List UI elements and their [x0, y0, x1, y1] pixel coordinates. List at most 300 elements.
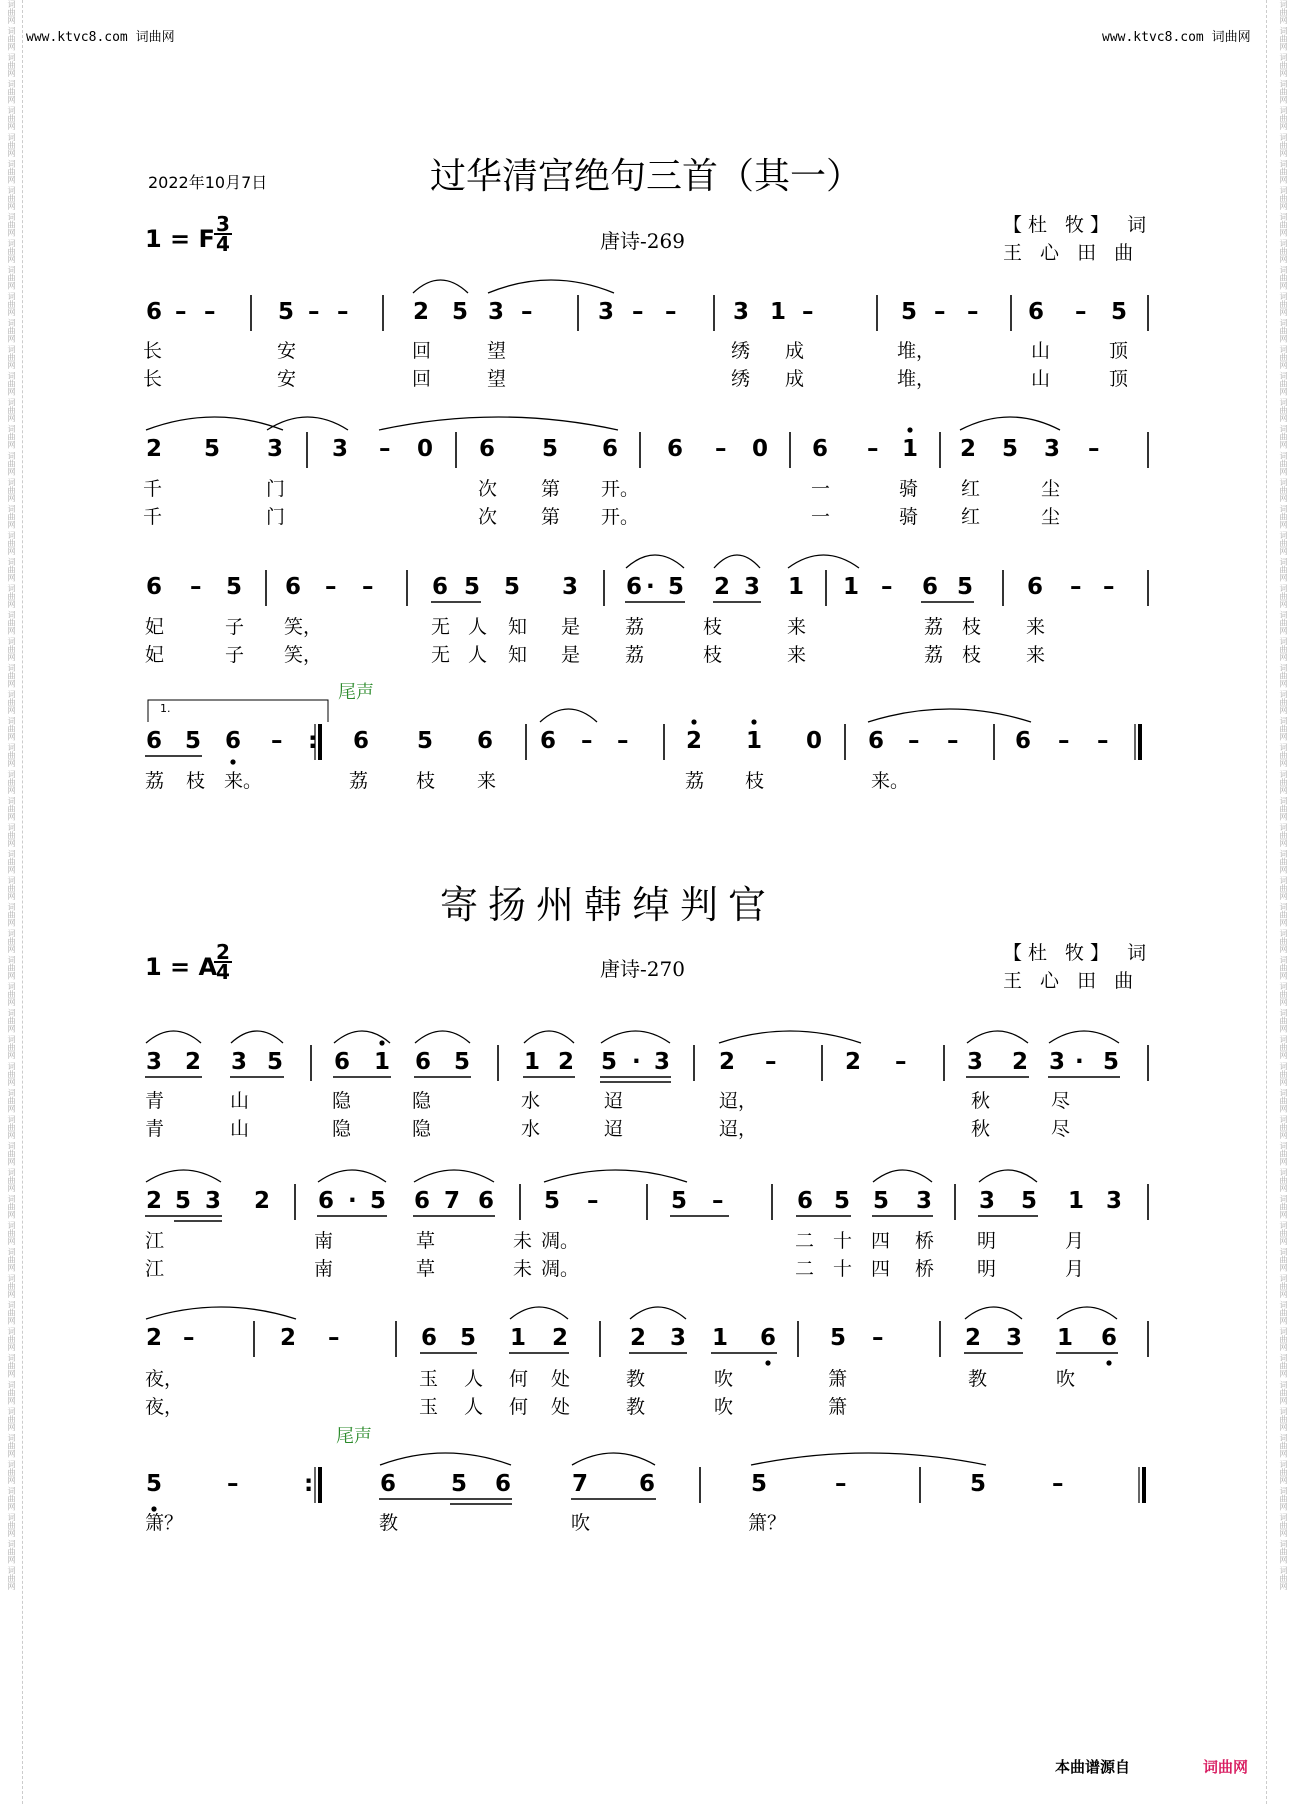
song1-note: 5 — [1002, 436, 1019, 462]
song2-note: – — [712, 1188, 724, 1214]
song2-lyric-verse2: 隐 — [412, 1118, 432, 1140]
song1-lyric-verse1: 枝 — [703, 616, 723, 638]
song1-note: 6 — [1027, 574, 1044, 600]
song2-note: 6 — [478, 1188, 495, 1214]
song2-note: 5 — [267, 1049, 284, 1075]
song1-note: 6 — [477, 728, 494, 754]
song2-note: 3 — [231, 1049, 248, 1075]
header-right-brand: 词曲网 — [1211, 30, 1251, 45]
song2-note: 1 — [510, 1325, 527, 1351]
song1-note: 6 — [353, 728, 370, 754]
song2-note: 6 — [421, 1325, 438, 1351]
song1-lyric-verse1: 绣 — [731, 340, 751, 362]
song2-lyric-verse1: 青 — [145, 1090, 165, 1112]
song2-lyric-verse2: 教 — [626, 1396, 646, 1418]
song1-note: 5 — [504, 574, 521, 600]
song1-lyric-verse1: 枝 — [745, 770, 765, 792]
song1-lyric-verse1: 第 — [541, 478, 561, 500]
slur — [868, 709, 1031, 722]
song1-lyric-verse1: 来。 — [224, 770, 263, 792]
song1-note: 3 — [488, 299, 505, 325]
song1-lyric-verse1: 尘 — [1041, 478, 1061, 500]
song1-note: 5 — [185, 728, 202, 754]
octave-dot — [691, 719, 696, 724]
song2-note: 3 — [205, 1188, 222, 1214]
song1-note: 5 — [901, 299, 918, 325]
song1-note: 2 — [960, 436, 977, 462]
song2-lyric-verse1: 吹 — [1056, 1368, 1076, 1390]
song1-note: – — [175, 299, 187, 325]
song2-note: 5 — [370, 1188, 387, 1214]
volta-bracket — [148, 700, 328, 722]
song1-note: 0 — [417, 436, 434, 462]
slur — [965, 1307, 1022, 1319]
song1-title: 过华清宫绝句三首（其一） — [430, 156, 863, 197]
footer-brand-link[interactable]: 词曲网 — [1203, 1758, 1249, 1776]
octave-dot — [230, 759, 235, 764]
song2-note: – — [835, 1471, 847, 1497]
song1-note: 6 — [432, 574, 449, 600]
song2-note: 5 — [175, 1188, 192, 1214]
song1-note: 1 — [746, 728, 763, 754]
song2-lyric-verse1: 箫？ — [748, 1512, 787, 1534]
song1-lyric-verse1: 枝 — [962, 616, 982, 638]
song2-lyric-verse1: 凋。 — [541, 1230, 580, 1252]
song2-note: – — [765, 1049, 777, 1075]
song1-subtitle: 唐诗-269 — [600, 229, 685, 253]
song1-lyric-verse1: 知 — [508, 616, 528, 638]
header-left-url: www.ktvc8.com — [26, 30, 128, 45]
song1-note: 6 — [602, 436, 619, 462]
slur — [751, 1453, 986, 1465]
song2-coda-label: 尾声 — [336, 1426, 372, 1447]
song1-lyric-verse2: 子 — [225, 644, 245, 666]
song2-note: 1 — [374, 1049, 391, 1075]
song2-lyric-verse1: 教 — [379, 1512, 399, 1534]
slur — [788, 555, 859, 568]
song1-lyric-verse2: 堆， — [897, 368, 936, 390]
song2-note: 2 — [1012, 1049, 1029, 1075]
footer-source-label: 本曲谱源自 — [1055, 1758, 1131, 1776]
song2-note: 2 — [719, 1049, 736, 1075]
song2-lyric-verse2: 迢 — [604, 1118, 624, 1140]
song1-note: – — [1075, 299, 1087, 325]
song2-lyric-verse1: 明 — [977, 1230, 997, 1252]
song1-lyric-verse2: 来 — [787, 644, 807, 666]
song2-lyric-verse1: 处 — [551, 1368, 571, 1390]
song2-note: 2 — [280, 1325, 297, 1351]
slur — [572, 1453, 655, 1465]
song1-note: 6 — [1028, 299, 1045, 325]
song1-note: 6 — [146, 299, 163, 325]
song1-lyric-verse2: 笑， — [284, 644, 323, 666]
song1-note: 3 — [733, 299, 750, 325]
slur — [146, 417, 283, 430]
song2-note: 2 — [254, 1188, 271, 1214]
slur — [488, 280, 614, 293]
song1-note: – — [715, 436, 727, 462]
song2-lyric-verse2: 月 — [1065, 1258, 1085, 1280]
song2-note: 5 — [671, 1188, 688, 1214]
song1-lyric-verse1: 长 — [143, 340, 163, 362]
song2-lyric-verse1: 隐 — [412, 1090, 432, 1112]
song2-note: 1 — [1057, 1325, 1074, 1351]
slur — [510, 1307, 568, 1319]
song1-note: – — [632, 299, 644, 325]
song2-note: 2 — [146, 1188, 163, 1214]
song1-composer: 王 心 田 曲 — [1003, 242, 1140, 264]
slur — [601, 1031, 670, 1043]
song1-lyric-verse1: 红 — [961, 478, 981, 500]
song1-note: 6 — [479, 436, 496, 462]
song2-lyric-verse2: 未 — [513, 1258, 533, 1280]
song2-note: 7 — [572, 1471, 589, 1497]
slur — [1049, 1031, 1119, 1043]
slur — [146, 1031, 201, 1043]
song2-lyric-verse1: 迢， — [719, 1090, 758, 1112]
song2-note: 5 — [830, 1325, 847, 1351]
song1-lyric-verse2: 次 — [478, 506, 498, 528]
song1-lyric-verse2: 来 — [1026, 644, 1046, 666]
song2-note: · — [632, 1049, 641, 1075]
song1-note: 5 — [542, 436, 559, 462]
song2-note: 5 — [460, 1325, 477, 1351]
song1-note: – — [1088, 436, 1100, 462]
song1-note: 5 — [226, 574, 243, 600]
song2-lyric-verse2: 桥 — [915, 1258, 935, 1280]
song2-lyric-verse2: 处 — [551, 1396, 571, 1418]
song2-note: 1 — [1068, 1188, 1085, 1214]
slur — [1057, 1307, 1117, 1319]
song1-note: 3 — [598, 299, 615, 325]
song1-note: 6 — [868, 728, 885, 754]
song2-lyric-verse1: 江 — [145, 1230, 165, 1252]
song1-note: 5 — [417, 728, 434, 754]
header-right-url: www.ktvc8.com — [1102, 30, 1204, 45]
slur — [413, 280, 468, 293]
song2-note: 6 — [1101, 1325, 1118, 1351]
song2-note: 2 — [630, 1325, 647, 1351]
song1-note: – — [934, 299, 946, 325]
song1-note: – — [802, 299, 814, 325]
song2-key-label: 1 = A — [145, 953, 218, 981]
song1-note: 2 — [146, 436, 163, 462]
song2-note: 5 — [146, 1471, 163, 1497]
song1-lyric-verse1: 望 — [487, 340, 507, 362]
slur — [146, 1170, 221, 1182]
song1-lyric-verse2: 长 — [143, 368, 163, 390]
song2-lyric-verse1: 四 — [871, 1230, 891, 1252]
song2-note: 5 — [834, 1188, 851, 1214]
song1-note: 5 — [278, 299, 295, 325]
song2-note: 6 — [797, 1188, 814, 1214]
song1-note: : — [308, 728, 318, 754]
song1-lyric-verse2: 荔 — [625, 644, 645, 666]
song2-lyric-verse2: 明 — [977, 1258, 997, 1280]
song1-lyric-verse2: 知 — [508, 644, 528, 666]
song1-lyric-verse2: 顶 — [1109, 368, 1129, 390]
song2-lyric-verse1: 南 — [314, 1230, 334, 1252]
song2-note: 3 — [1006, 1325, 1023, 1351]
song2-note: 6 — [318, 1188, 335, 1214]
song1-lyric-verse1: 笑， — [284, 616, 323, 638]
song2-note: 5 — [751, 1471, 768, 1497]
song2-note: 5 — [1103, 1049, 1120, 1075]
song1-lyric-verse1: 妃 — [145, 616, 165, 638]
song2-lyric-verse1: 秋 — [971, 1090, 991, 1112]
song2-note: – — [872, 1325, 884, 1351]
slur — [380, 1453, 511, 1465]
song1-note: – — [204, 299, 216, 325]
song1-note: 6 — [540, 728, 557, 754]
song1-lyric-verse1: 枝 — [416, 770, 436, 792]
left-margin-watermark: 词曲网 词曲网 词曲网 词曲网 词曲网 词曲网 词曲网 词曲网 词曲网 词曲网 词曲网 词曲网 词曲网 词曲网 词曲网 词曲网 词曲网 词曲网 词曲网 词曲网 词曲网 词曲网 词曲网 词曲网 词曲网 词曲网 词曲网 词曲网 词曲网 词曲网 词曲网 词曲网 词曲网 词曲网 词曲网 词曲网 词曲网 词曲网 词曲网 词曲网 词曲网 词曲网 词曲网 词曲网 词曲网 词曲网 词曲网 词曲网 词曲网 词曲网 词曲网 词曲网 词曲网 词曲网 词曲网 词曲网 词曲网 词曲网 词曲网 词曲网 — [7, 0, 16, 1591]
song2-note: 2 — [552, 1325, 569, 1351]
song1-note: 6 — [225, 728, 242, 754]
song1-note: – — [1097, 728, 1109, 754]
song2-lyric-verse2: 江 — [145, 1258, 165, 1280]
song2-note: 2 — [558, 1049, 575, 1075]
song2-note: 5 — [601, 1049, 618, 1075]
song2-lyric-verse2: 夜， — [145, 1396, 184, 1418]
song1-note: 2 — [714, 574, 731, 600]
song1-note: 2 — [413, 299, 430, 325]
song1-note: 5 — [464, 574, 481, 600]
song1-lyric-verse2: 绣 — [731, 368, 751, 390]
song2-note: – — [1052, 1471, 1064, 1497]
song1-lyric-verse1: 荔 — [625, 616, 645, 638]
song2-lyric-verse1: 吹 — [571, 1512, 591, 1534]
slur — [960, 417, 1060, 430]
song2-note: 3 — [670, 1325, 687, 1351]
song2-lyric-verse2: 青 — [145, 1118, 165, 1140]
song2-lyric-verse1: 桥 — [915, 1230, 935, 1252]
song1-lyric-verse2: 开。 — [601, 506, 640, 528]
song1-key-label: 1 = F — [145, 225, 215, 253]
song2-lyric-verse2: 秋 — [971, 1118, 991, 1140]
song2-lyric-verse2: 迢， — [719, 1118, 758, 1140]
song1-note: 6 — [626, 574, 643, 600]
song1-lyric-verse2: 望 — [487, 368, 507, 390]
song1-lyric-verse2: 山 — [1031, 368, 1051, 390]
slur — [146, 1307, 296, 1319]
song2-note: · — [348, 1188, 357, 1214]
song2-note: 5 — [1021, 1188, 1038, 1214]
song1-note: 6 — [1015, 728, 1032, 754]
song1-note: – — [308, 299, 320, 325]
song2-lyric-verse2: 箫 — [828, 1396, 848, 1418]
song1-note: 6 — [922, 574, 939, 600]
song2-note: – — [328, 1325, 340, 1351]
song1-note: 3 — [332, 436, 349, 462]
slur — [719, 1031, 861, 1043]
song2-note: 6 — [414, 1188, 431, 1214]
song1-lyric-verse1: 门 — [266, 478, 286, 500]
song2-note: – — [587, 1188, 599, 1214]
song2-note: 7 — [444, 1188, 461, 1214]
song1-lyric-verse1: 千 — [143, 478, 163, 500]
song1-lyric-verse1: 次 — [478, 478, 498, 500]
song1-note: – — [190, 574, 202, 600]
song2-lyric-verse1: 玉 — [419, 1368, 439, 1390]
song2-note: 3 — [916, 1188, 933, 1214]
song1-note: 6 — [667, 436, 684, 462]
song1-lyric-verse2: 千 — [143, 506, 163, 528]
song2-lyric-verse2: 十 — [833, 1258, 853, 1280]
song2-lyric-verse1: 迢 — [604, 1090, 624, 1112]
song2-lyric-verse1: 尽 — [1051, 1090, 1071, 1112]
song1-volta: 1. — [160, 702, 171, 715]
slur — [524, 1031, 574, 1043]
slur — [415, 1031, 470, 1043]
octave-dot — [751, 719, 756, 724]
song2-lyric-verse1: 山 — [230, 1090, 250, 1112]
song1-note: 5 — [957, 574, 974, 600]
song1-lyric-verse1: 骑 — [899, 478, 919, 500]
song1-note: 2 — [686, 728, 703, 754]
song1-note: 1 — [843, 574, 860, 600]
song2-lyric-verse2: 尽 — [1051, 1118, 1071, 1140]
song1-note: – — [1103, 574, 1115, 600]
song1-lyric-verse1: 成 — [785, 340, 805, 362]
song1-note: – — [325, 574, 337, 600]
song2-time-top: 2 — [216, 940, 230, 964]
song1-note: – — [947, 728, 959, 754]
song2-lyric-verse2: 山 — [230, 1118, 250, 1140]
song1-lyric-verse1: 来 — [787, 616, 807, 638]
song1-note: – — [908, 728, 920, 754]
song1-lyric-verse2: 门 — [266, 506, 286, 528]
song2-lyric-verse1: 水 — [521, 1090, 541, 1112]
slur — [544, 1170, 687, 1182]
song2-subtitle: 唐诗-270 — [600, 957, 685, 981]
song1-lyric-verse2: 第 — [541, 506, 561, 528]
slur — [231, 1031, 283, 1043]
song1-lyric-verse2: 骑 — [899, 506, 919, 528]
song2-note: 5 — [970, 1471, 987, 1497]
slur — [630, 1307, 686, 1319]
song1-note: – — [1070, 574, 1082, 600]
song2-note: – — [895, 1049, 907, 1075]
song1-lyric-verse1: 荔 — [349, 770, 369, 792]
song1-note: – — [617, 728, 629, 754]
song2-note: · — [1075, 1049, 1084, 1075]
song2-lyric-verse1: 十 — [833, 1230, 853, 1252]
song2-lyric-verse1: 教 — [968, 1368, 988, 1390]
song1-lyric-verse1: 来。 — [871, 770, 910, 792]
song1-note: – — [271, 728, 283, 754]
song1-coda-label: 尾声 — [338, 682, 374, 703]
song1-lyric-verse2: 妃 — [145, 644, 165, 666]
song2-note: : — [304, 1471, 314, 1497]
song1-lyric-verse1: 子 — [225, 616, 245, 638]
song1-note: 5 — [204, 436, 221, 462]
song2-lyric-verse2: 南 — [314, 1258, 334, 1280]
song1-note: – — [1058, 728, 1070, 754]
song1-lyric-verse2: 无 — [431, 644, 451, 666]
song1-lyric-verse1: 荔 — [924, 616, 944, 638]
song1-lyric-verse1: 安 — [277, 340, 297, 362]
slur — [979, 1170, 1037, 1182]
song2-lyric-verse2: 人 — [464, 1396, 484, 1418]
song2-note: 6 — [495, 1471, 512, 1497]
octave-dot — [379, 1040, 384, 1045]
song2-note: 2 — [845, 1049, 862, 1075]
slur — [626, 555, 684, 568]
song2-note: – — [183, 1325, 195, 1351]
song1-note: 5 — [1111, 299, 1128, 325]
song1-lyricist: 【杜 牧】 词 — [1003, 214, 1153, 236]
song2-lyric-verse1: 教 — [626, 1368, 646, 1390]
song1-note: – — [867, 436, 879, 462]
song2-lyric-verse1: 草 — [416, 1230, 436, 1252]
song1-lyric-verse2: 人 — [468, 644, 488, 666]
song2-lyric-verse1: 人 — [464, 1368, 484, 1390]
slur — [967, 1031, 1028, 1043]
song1-lyric-verse2: 是 — [561, 644, 581, 666]
song1-lyric-verse2: 安 — [277, 368, 297, 390]
song2-lyric-verse1: 月 — [1065, 1230, 1085, 1252]
song2-note: – — [227, 1471, 239, 1497]
song2-lyric-verse1: 隐 — [332, 1090, 352, 1112]
song1-lyric-verse1: 开。 — [601, 478, 640, 500]
header-left-brand: 词曲网 — [135, 30, 175, 45]
slur — [414, 1170, 494, 1182]
song1-lyric-verse1: 顶 — [1109, 340, 1129, 362]
song1-note: – — [362, 574, 374, 600]
song1-lyric-verse1: 回 — [412, 340, 432, 362]
song2-note: 1 — [712, 1325, 729, 1351]
song1-note: 5 — [668, 574, 685, 600]
song1-lyric-verse1: 枝 — [186, 770, 206, 792]
octave-dot — [1106, 1360, 1111, 1365]
song1-lyric-verse1: 来 — [477, 770, 497, 792]
song2-lyric-verse1: 箫？ — [145, 1512, 184, 1534]
song2-time-bottom: 4 — [214, 961, 232, 981]
song2-lyric-verse2: 凋。 — [541, 1258, 580, 1280]
song2-note: 6 — [639, 1471, 656, 1497]
song1-lyric-verse2: 回 — [412, 368, 432, 390]
song2-lyric-verse2: 何 — [509, 1396, 529, 1418]
song2-lyric-verse1: 吹 — [714, 1368, 734, 1390]
song1-lyric-verse1: 山 — [1031, 340, 1051, 362]
song1-lyric-verse2: 尘 — [1041, 506, 1061, 528]
slur — [318, 1170, 386, 1182]
song1-note: · — [646, 574, 655, 600]
song1-lyric-verse1: 荔 — [685, 770, 705, 792]
song2-title: 寄扬州韩绰判官 — [440, 883, 777, 927]
song2-note: 5 — [451, 1471, 468, 1497]
song2-note: 6 — [334, 1049, 351, 1075]
song2-note: 2 — [146, 1325, 163, 1351]
song2-note: 2 — [185, 1049, 202, 1075]
song1-note: – — [967, 299, 979, 325]
song2-note: 3 — [979, 1188, 996, 1214]
song1-note: 6 — [812, 436, 829, 462]
song1-note: – — [337, 299, 349, 325]
slur — [714, 555, 760, 568]
song1-note: 0 — [806, 728, 823, 754]
song1-note: – — [881, 574, 893, 600]
song2-lyric-verse1: 夜， — [145, 1368, 184, 1390]
song2-note: 5 — [544, 1188, 561, 1214]
song1-note: 3 — [744, 574, 761, 600]
song1-note: 6 — [146, 574, 163, 600]
song2-note: 3 — [1049, 1049, 1066, 1075]
song2-lyric-verse2: 水 — [521, 1118, 541, 1140]
song1-time-bottom: 4 — [214, 233, 232, 253]
song2-note: 3 — [967, 1049, 984, 1075]
